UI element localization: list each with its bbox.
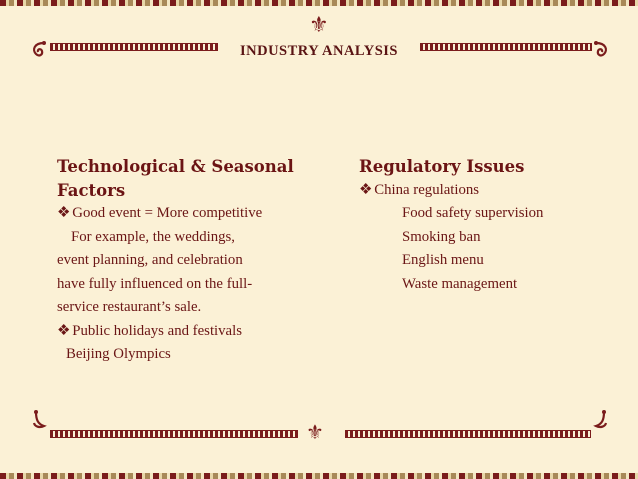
diamond-bullet-icon: ❖ [359,181,373,198]
header-rule-left [50,43,218,51]
top-decorative-stripe [0,0,638,6]
bullet-item: ❖ Public holidays and festivals [57,322,242,339]
sub-item: English menu [402,252,484,268]
fleur-de-lis-icon: ⚜ [306,422,324,444]
right-heading: Regulatory Issues [359,157,525,176]
scroll-curl-icon [30,410,48,430]
left-heading: Technological & Seasonal Factors [57,157,294,200]
footer-rule-right [345,430,591,438]
page-title: INDUSTRY ANALYSIS [239,43,398,59]
bullet-sub-item: Beijing Olympics [66,346,171,362]
bullet-item: ❖ Good event = More competitive [57,205,263,221]
left-column [57,155,327,367]
sub-item: Waste management [402,275,518,292]
sub-item: Food safety supervision [402,205,544,221]
bullet-item: ❖ China regulations [359,181,480,198]
diamond-bullet-icon: ❖ [57,322,71,339]
sub-item: Smoking ban [402,228,481,245]
bottom-decorative-stripe [0,473,638,479]
scroll-curl-icon [592,40,610,60]
bullet-detail: For example, the weddings, [71,228,235,245]
diamond-bullet-icon: ❖ [57,205,71,221]
bullet-detail: event planning, and celebration [57,252,243,268]
right-column [359,155,599,296]
scroll-curl-icon [592,410,610,430]
bullet-detail: have fully influenced on the full- [57,275,253,292]
scroll-curl-icon [30,40,48,60]
footer-rule-left [50,430,298,438]
bullet-detail: service restaurant’s sale. [57,299,202,315]
fleur-de-lis-icon: ⚜ [309,12,329,37]
header-rule-right [420,43,592,51]
